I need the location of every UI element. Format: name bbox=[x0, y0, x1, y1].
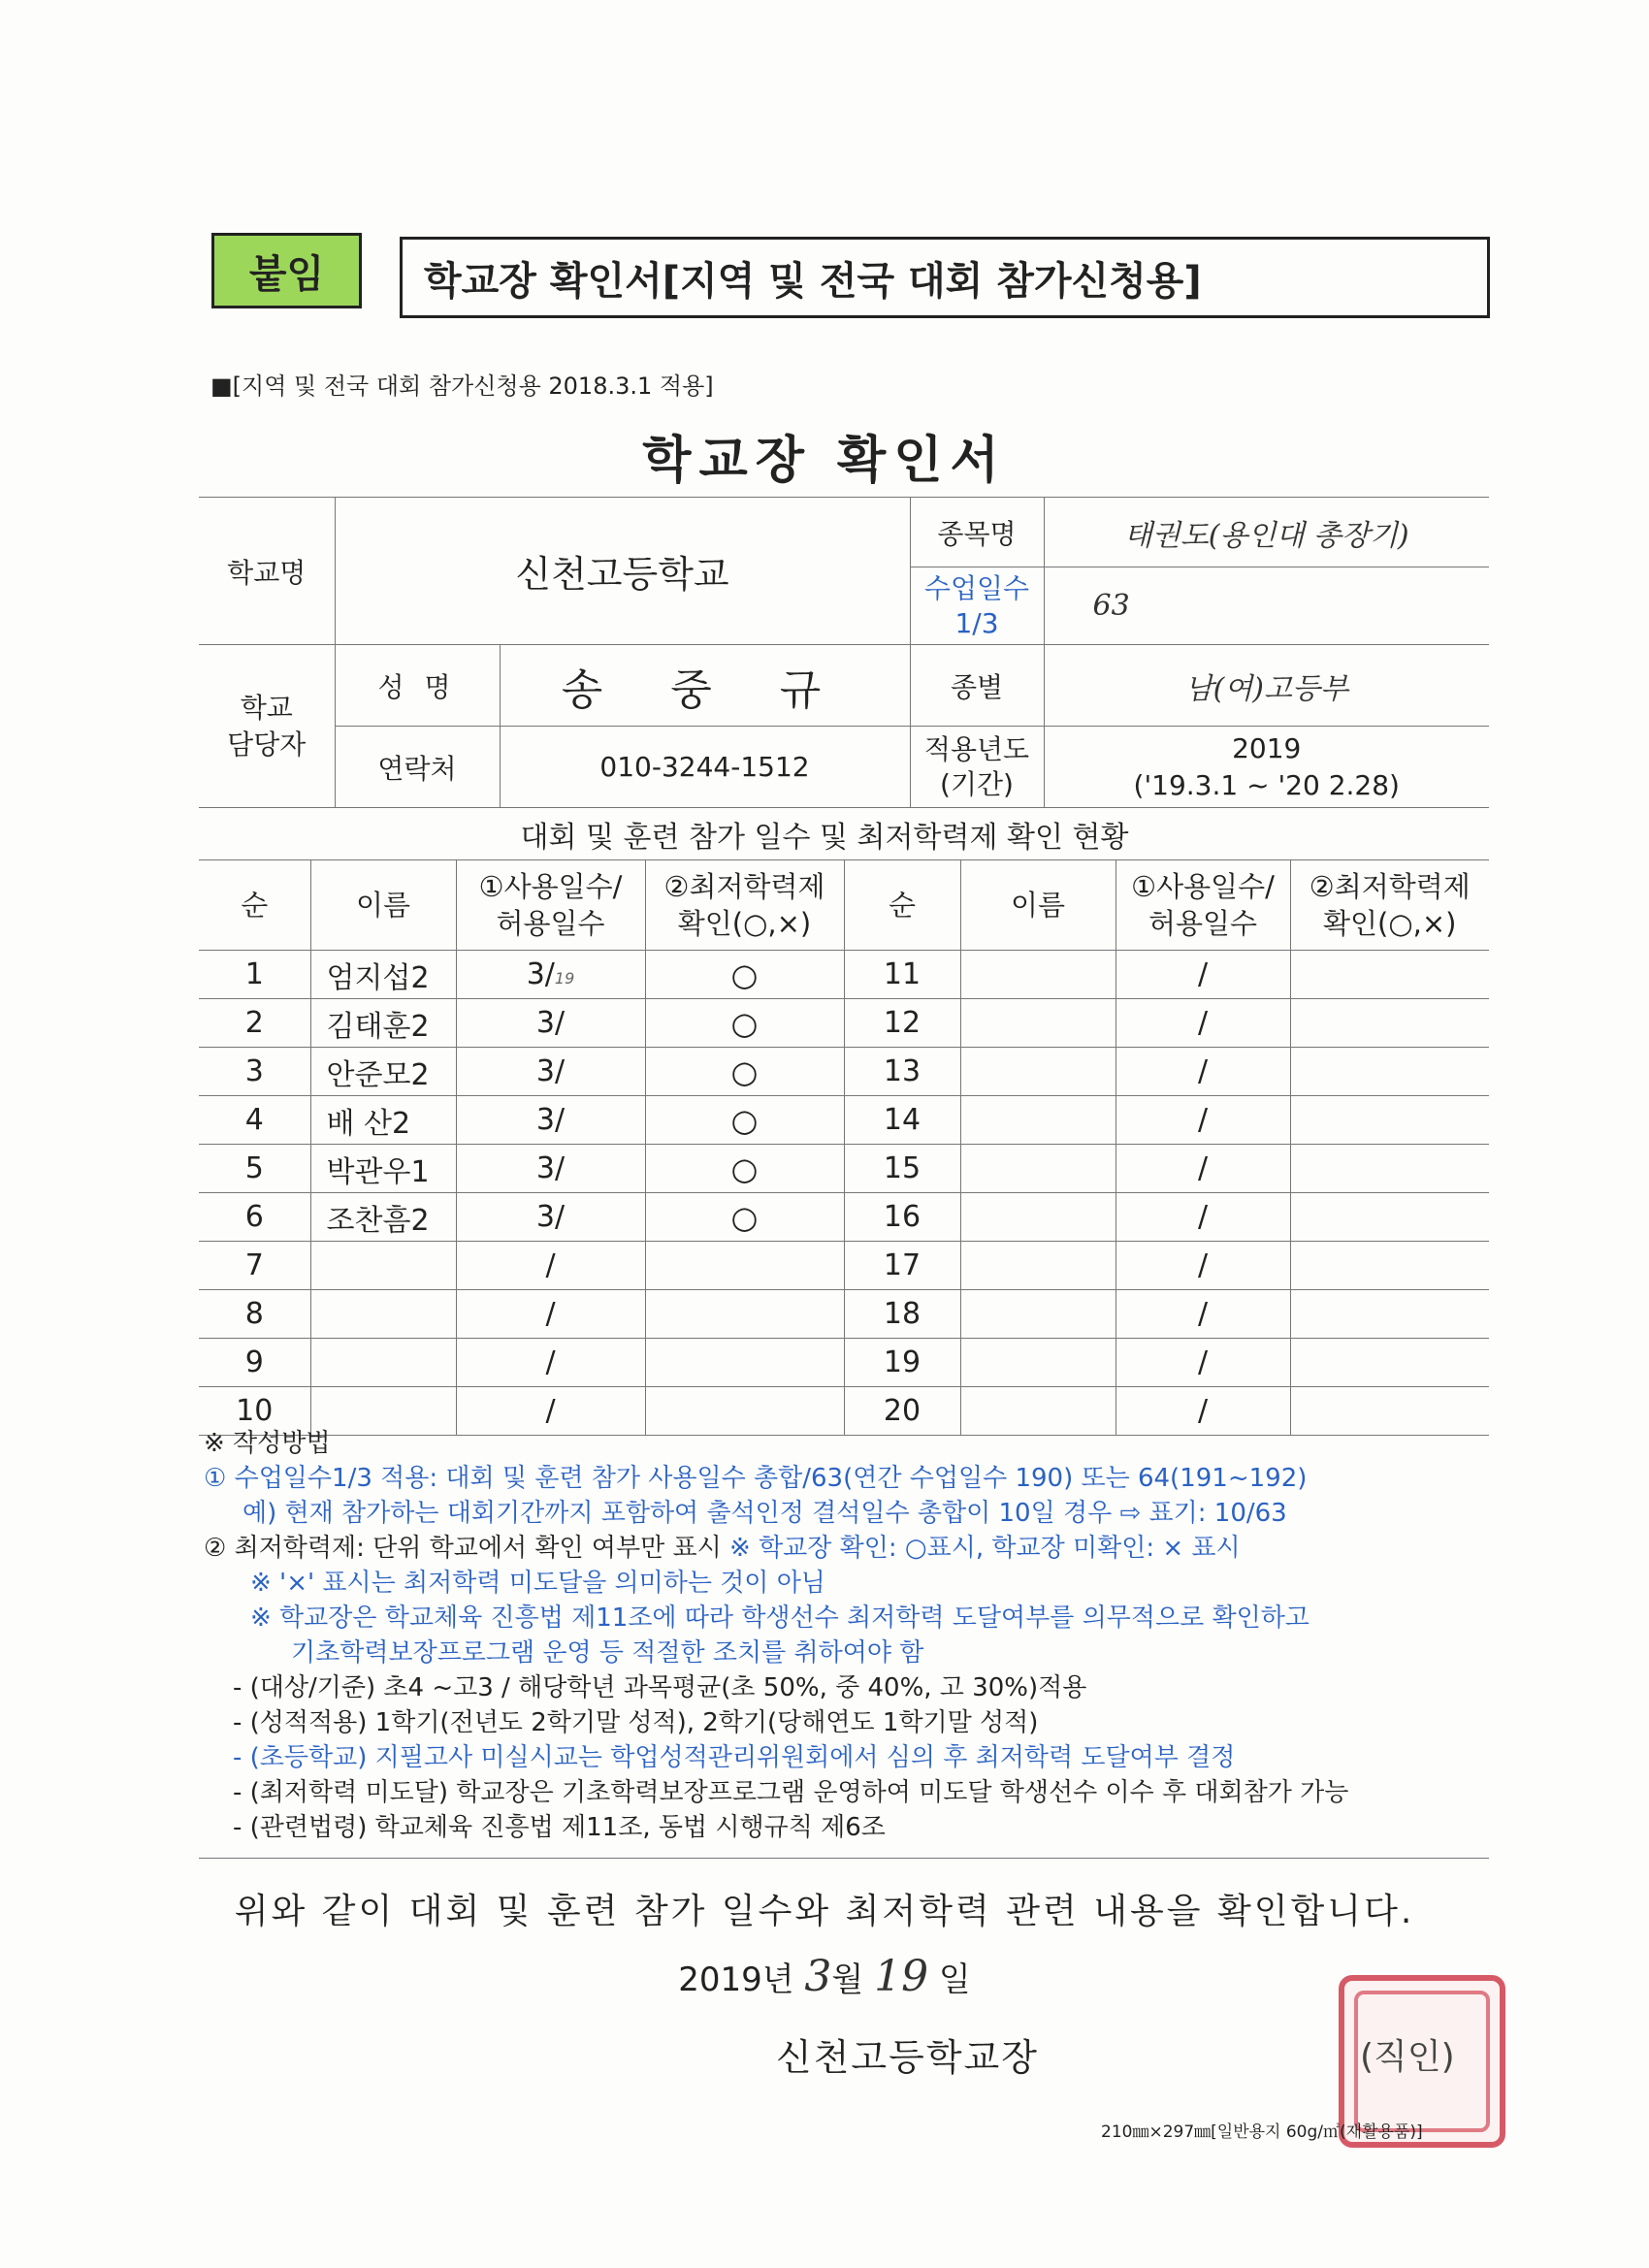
row-number: 4 bbox=[199, 1096, 310, 1145]
check-mark bbox=[645, 1242, 844, 1290]
days-cell bbox=[456, 1242, 645, 1290]
athlete-name: 안준모2 bbox=[310, 1048, 456, 1096]
row-number: 16 bbox=[844, 1193, 960, 1242]
days-used: / bbox=[545, 1248, 556, 1282]
table-row bbox=[199, 1339, 1489, 1387]
check-mark: ○ bbox=[645, 1048, 844, 1096]
days-used: 3/ bbox=[535, 1200, 566, 1234]
days-cell bbox=[456, 951, 645, 999]
days-used: 3/ bbox=[535, 1006, 566, 1040]
document-title: 학교장 확인서 bbox=[642, 432, 1007, 490]
header-days-line2: 허용일수 bbox=[1148, 907, 1258, 940]
header-days-left bbox=[456, 860, 645, 951]
manager-label-line2: 담당자 bbox=[227, 728, 307, 761]
division-label: 종별 bbox=[910, 645, 1044, 727]
manager-label bbox=[199, 645, 335, 808]
row-number: 12 bbox=[844, 999, 960, 1048]
header-check-line2: 확인(○,×) bbox=[1323, 907, 1457, 940]
row-number: 18 bbox=[844, 1290, 960, 1339]
check-mark bbox=[1290, 1290, 1489, 1339]
header-days-line1: ①사용일수/ bbox=[478, 870, 623, 903]
athlete-name bbox=[960, 1048, 1116, 1096]
athlete-name bbox=[960, 1193, 1116, 1242]
athlete-name: 엄지섭2 bbox=[310, 951, 456, 999]
days-cell bbox=[456, 1048, 645, 1096]
days-used: / bbox=[545, 1345, 556, 1379]
athlete-name bbox=[960, 999, 1116, 1048]
athlete-name bbox=[310, 1339, 456, 1387]
year-value-line1: 2019 bbox=[1232, 731, 1302, 764]
header-check-left bbox=[645, 860, 844, 951]
roster-header-row bbox=[199, 860, 1489, 951]
table-row bbox=[199, 1193, 1489, 1242]
seal-label: (직인) bbox=[1360, 2037, 1455, 2077]
school-days-value: 63 bbox=[1044, 567, 1489, 645]
row-number: 19 bbox=[844, 1339, 960, 1387]
athlete-name bbox=[960, 1242, 1116, 1290]
header-no-right: 순 bbox=[844, 860, 960, 951]
days-used: / bbox=[545, 1297, 556, 1331]
header-name-left: 이름 bbox=[310, 860, 456, 951]
event-label: 종목명 bbox=[910, 498, 1044, 567]
days-cell: / bbox=[1116, 1387, 1290, 1436]
athlete-name: 배 산2 bbox=[310, 1096, 456, 1145]
table-row bbox=[199, 1096, 1489, 1145]
instruction-dash4: - (최저학력 미도달) 학교장은 기초학력보장프로그램 운영하여 미도달 학생선수 이수 후 대회참가 가능 bbox=[233, 1778, 1349, 1807]
row-number: 14 bbox=[844, 1096, 960, 1145]
instruction-dash2: - (성적적용) 1학기(전년도 2학기말 성적), 2학기(당해연도 1학기말 성적) bbox=[233, 1708, 1039, 1737]
athlete-name bbox=[310, 1242, 456, 1290]
school-days-label-line1: 수업일수 bbox=[923, 571, 1030, 604]
check-mark bbox=[1290, 999, 1489, 1048]
days-cell bbox=[456, 1193, 645, 1242]
name-label: 성 명 bbox=[335, 645, 500, 727]
instruction-item2 bbox=[204, 1531, 1504, 1566]
instruction-dash5: - (관련법령) 학교체육 진흥법 제11조, 동법 시행규칙 제6조 bbox=[233, 1813, 886, 1842]
row-number: 7 bbox=[199, 1242, 310, 1290]
division-value: 남(여)고등부 bbox=[1044, 645, 1489, 727]
row-number: 17 bbox=[844, 1242, 960, 1290]
table-row bbox=[199, 1048, 1489, 1096]
instruction-item2-note2: ※ 학교장은 학교체육 진흥법 제11조에 따라 학생선수 최저학력 도달여부를 의무적으로 확인하고 bbox=[250, 1604, 1310, 1633]
row-number: 9 bbox=[199, 1339, 310, 1387]
row-number: 20 bbox=[844, 1387, 960, 1436]
days-cell: / bbox=[1116, 951, 1290, 999]
days-cell: / bbox=[1116, 1193, 1290, 1242]
check-mark: ○ bbox=[645, 951, 844, 999]
row-number: 1 bbox=[199, 951, 310, 999]
table-row bbox=[199, 1145, 1489, 1193]
days-cell bbox=[456, 1096, 645, 1145]
days-used: 3/ bbox=[535, 1054, 566, 1088]
year-value-line2: ('19.3.1 ~ '20 2.28) bbox=[1133, 768, 1400, 801]
contact-label: 연락처 bbox=[335, 727, 500, 808]
event-value: 태권도(용인대 총장기) bbox=[1044, 498, 1489, 567]
year-label bbox=[910, 727, 1044, 808]
name-value: 송 중 규 bbox=[500, 645, 910, 727]
athlete-name bbox=[310, 1290, 456, 1339]
check-mark bbox=[1290, 1145, 1489, 1193]
instruction-item1-example: 예) 현재 참가하는 대회기간까지 포함하여 출석인정 결석일수 총합이 10일 경우 ⇨ 표기: 10/63 bbox=[242, 1499, 1287, 1528]
athlete-name: 박관우1 bbox=[310, 1145, 456, 1193]
paper-spec-footer: 210㎜×297㎜[일반용지 60g/㎡(재활용품)] bbox=[1101, 2122, 1423, 2142]
days-cell: / bbox=[1116, 1290, 1290, 1339]
days-cell bbox=[456, 1339, 645, 1387]
days-used: / bbox=[545, 1394, 556, 1428]
instruction-dash1: - (대상/기준) 초4 ~고3 / 해당학년 과목평균(초 50%, 중 40%, 고 30%)적용 bbox=[233, 1673, 1087, 1702]
check-mark bbox=[645, 1339, 844, 1387]
header-check-line1: ②최저학력제 bbox=[663, 870, 825, 903]
school-label: 학교명 bbox=[199, 498, 335, 645]
days-cell: / bbox=[1116, 1048, 1290, 1096]
header-title: 학교장 확인서[지역 및 전국 대회 참가신청용] bbox=[400, 237, 1490, 318]
days-used: 3/ bbox=[535, 1151, 566, 1185]
date-day: 19 bbox=[874, 1952, 929, 2001]
athlete-name: 조찬흠2 bbox=[310, 1193, 456, 1242]
instruction-item2-note2-cont: 기초학력보장프로그램 운영 등 적절한 조치를 취하여야 함 bbox=[291, 1638, 924, 1668]
header-name-right: 이름 bbox=[960, 860, 1116, 951]
days-cell bbox=[456, 1290, 645, 1339]
row-number: 5 bbox=[199, 1145, 310, 1193]
row-number: 10 bbox=[199, 1387, 310, 1436]
applicability-note: ■[지역 및 전국 대회 참가신청용 2018.3.1 적용] bbox=[210, 373, 714, 400]
athlete-name bbox=[960, 1096, 1116, 1145]
table-row bbox=[199, 999, 1489, 1048]
school-value: 신천고등학교 bbox=[335, 498, 910, 645]
date-month-unit: 월 bbox=[831, 1960, 864, 1999]
days-used: 3/ bbox=[526, 957, 555, 991]
days-cell bbox=[456, 999, 645, 1048]
days-cell: / bbox=[1116, 1242, 1290, 1290]
check-mark: ○ bbox=[645, 1145, 844, 1193]
check-mark: ○ bbox=[645, 1096, 844, 1145]
header-no-left: 순 bbox=[199, 860, 310, 951]
table-row bbox=[199, 951, 1489, 999]
year-value bbox=[1044, 727, 1489, 808]
athlete-name bbox=[960, 1145, 1116, 1193]
row-number: 13 bbox=[844, 1048, 960, 1096]
row-number: 6 bbox=[199, 1193, 310, 1242]
row-number: 3 bbox=[199, 1048, 310, 1096]
manager-label-line1: 학교 bbox=[240, 691, 293, 724]
check-mark: ○ bbox=[645, 999, 844, 1048]
info-table bbox=[199, 497, 1489, 808]
year-label-line2: (기간) bbox=[940, 767, 1014, 800]
header-check-line1: ②최저학력제 bbox=[1309, 870, 1471, 903]
row-number: 15 bbox=[844, 1145, 960, 1193]
check-mark bbox=[1290, 1242, 1489, 1290]
row-number: 8 bbox=[199, 1290, 310, 1339]
date-month: 3 bbox=[804, 1952, 832, 2001]
school-days-label-line2: 1/3 bbox=[954, 606, 999, 639]
athlete-name: 김태훈2 bbox=[310, 999, 456, 1048]
header-check-line2: 확인(○,×) bbox=[677, 907, 812, 940]
check-mark bbox=[1290, 951, 1489, 999]
date-year: 2019년 bbox=[678, 1960, 794, 1999]
attachment-badge: 붙임 bbox=[211, 233, 362, 308]
days-cell: / bbox=[1116, 1096, 1290, 1145]
days-cell bbox=[456, 1145, 645, 1193]
check-mark bbox=[1290, 1339, 1489, 1387]
status-title: 대회 및 훈련 참가 일수 및 최저학력제 확인 현황 bbox=[520, 821, 1129, 855]
header-days-line1: ①사용일수/ bbox=[1131, 870, 1275, 903]
check-mark bbox=[645, 1290, 844, 1339]
athlete-name bbox=[960, 1290, 1116, 1339]
instruction-dash3: - (초등학교) 지필고사 미실시교는 학업성적관리위원회에서 심의 후 최저학력 도달여부 결정 bbox=[233, 1743, 1236, 1772]
principal-title: 신천고등학교장 bbox=[776, 2036, 1039, 2079]
instruction-item2-mark: ※ 학교장 확인: ○표시, 학교장 미확인: × 표시 bbox=[729, 1534, 1241, 1563]
check-mark bbox=[1290, 1048, 1489, 1096]
instruction-item1: ① 수업일수1/3 적용: 대회 및 훈련 참가 사용일수 총합/63(연간 수업일수 190) 또는 64(191~192) bbox=[204, 1464, 1308, 1493]
days-cell: / bbox=[1116, 1339, 1290, 1387]
date-day-unit: 일 bbox=[938, 1960, 971, 1999]
days-cell: / bbox=[1116, 999, 1290, 1048]
school-days-label bbox=[910, 567, 1044, 645]
table-row bbox=[199, 1242, 1489, 1290]
instruction-item2-text: ② 최저학력제: 단위 학교에서 확인 여부만 표시 bbox=[204, 1534, 722, 1563]
days-used: 3/ bbox=[535, 1103, 566, 1137]
check-mark bbox=[1290, 1096, 1489, 1145]
instruction-item2-note1: ※ '×' 표시는 최저학력 미도달을 의미하는 것이 아님 bbox=[250, 1569, 825, 1598]
check-mark bbox=[1290, 1193, 1489, 1242]
check-mark: ○ bbox=[645, 1193, 844, 1242]
year-label-line1: 적용년도 bbox=[923, 732, 1030, 765]
athlete-name bbox=[960, 1339, 1116, 1387]
row-number: 2 bbox=[199, 999, 310, 1048]
header-check-right bbox=[1290, 860, 1489, 951]
table-row bbox=[199, 1290, 1489, 1339]
days-allowed: 19 bbox=[554, 969, 575, 988]
header-days-right bbox=[1116, 860, 1290, 951]
days-cell: / bbox=[1116, 1145, 1290, 1193]
instructions bbox=[204, 1426, 1504, 1845]
athlete-name bbox=[960, 951, 1116, 999]
confirmation-statement: 위와 같이 대회 및 훈련 참가 일수와 최저학력 관련 내용을 확인합니다. bbox=[234, 1892, 1415, 1931]
divider bbox=[199, 1858, 1489, 1859]
instructions-heading: ※ 작성방법 bbox=[204, 1429, 331, 1458]
row-number: 11 bbox=[844, 951, 960, 999]
header-days-line2: 허용일수 bbox=[496, 907, 605, 940]
roster-table bbox=[199, 859, 1489, 1436]
contact-value: 010-3244-1512 bbox=[500, 727, 910, 808]
